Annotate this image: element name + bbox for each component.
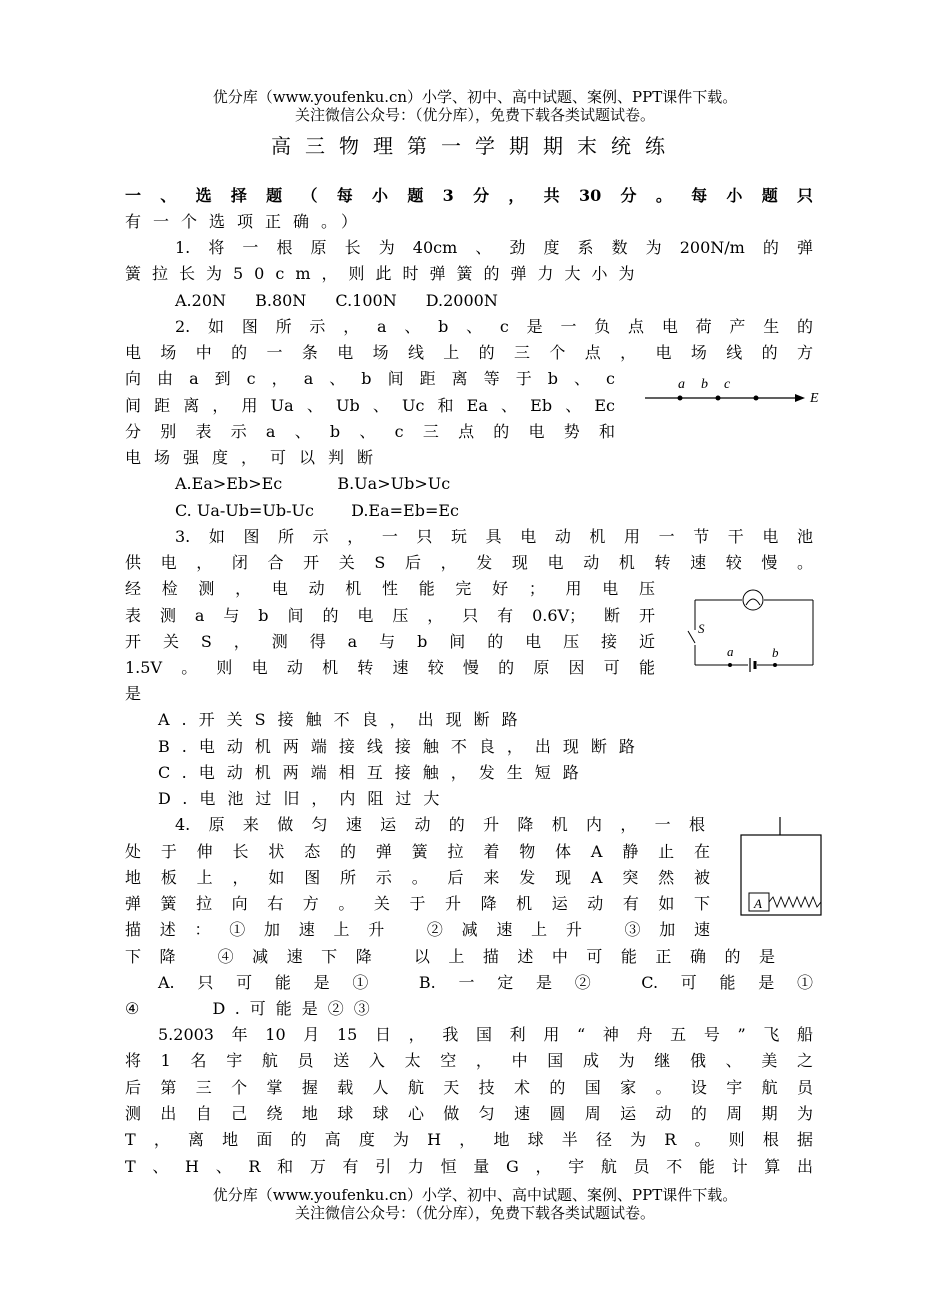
footer-line-1: 优分库（www.youfenku.cn）小学、初中、高中试题、案例、PPT课件下载。 [212, 1186, 738, 1204]
q4-options-row-1 [158, 970, 813, 996]
motor-icon [743, 590, 763, 610]
q3-line-5: 开关S，测得a与b间的电压接近 [125, 632, 655, 651]
q5-line-5: T，离地面的高度为H，地球半径为R。则根据 [125, 1130, 813, 1149]
q2-option-b[interactable]: B.Ua>Ub>Uc [337, 474, 451, 493]
q4-option-c-cont: ④ [125, 999, 140, 1018]
q5-line-2: 将1名宇航员送入太空，中国成为继俄、美之 [125, 1051, 813, 1070]
q4-option-c[interactable]: C.可能是① [641, 973, 813, 992]
point-a [678, 396, 683, 401]
terminal-b-label: b [772, 645, 779, 660]
section-heading-line-1: 一、选择题（每小题3分，共30分。每小题只 [125, 186, 813, 205]
q3-option-d[interactable]: D.电池过旧，内阻过大 [158, 789, 452, 808]
q2-option-a[interactable]: A.Ea>Eb>Ec [175, 474, 283, 493]
q2-line-6: 电场强度，可以判断 [125, 448, 387, 467]
q4-line-5: 描述：①加速上升 ②减速上升 ③加速 [125, 920, 710, 939]
q2-line-1: 2.如图所示，a、b、c是一负点电荷产生的 [175, 317, 813, 336]
q4-line-6: 下降 ④减速下降 以上描述中可能正确的是 [125, 947, 775, 966]
q2-option-d[interactable]: D.Ea=Eb=Ec [351, 501, 460, 520]
q3-line-1: 3.如图所示，一只玩具电动机用一节干电池 [175, 527, 813, 546]
figure-label-e: E [810, 391, 819, 406]
q1-option-a[interactable]: A.20N [175, 291, 226, 310]
q2-line-5: 分别表示a、b、c三点的电势和 [125, 422, 615, 441]
field-arrow-icon [795, 394, 805, 402]
q2-line-4: 间距离，用Ua、Ub、Uc和Ea、Eb、Ec [125, 396, 615, 415]
q1-option-d[interactable]: D.2000N [425, 291, 498, 310]
terminal-a-label: a [727, 644, 734, 659]
q3-line-6: 1.5V。则电动机转速较慢的原因可能 [125, 658, 655, 677]
q1-line-1: 1.将一根原长为40cm、劲度系数为200N/m的弹 [175, 238, 813, 257]
q3-option-c[interactable]: C.电动机两端相互接触，发生短路 [158, 763, 591, 782]
section-heading-line-2: 有一个选项正确。） [125, 212, 370, 231]
q3-line-7: 是 [125, 684, 142, 703]
q1-options [175, 288, 863, 314]
header-line-2: 关注微信公众号：（优分库），免费下载各类试题试卷。 [294, 106, 655, 124]
figure-label-c: c [724, 377, 731, 392]
motor-circuit-figure [680, 585, 825, 680]
q5-line-1: 5.2003年10月15日，我国利用“神舟五号”飞船 [158, 1025, 813, 1044]
q4-option-b[interactable]: B.一定是② [418, 973, 614, 992]
spring-icon [769, 897, 821, 907]
header-line-1: 优分库（www.youfenku.cn）小学、初中、高中试题、案例、PPT课件下载。 [212, 88, 738, 106]
q2-line-2: 电场中的一条电场线上的三个点，电场线的方 [125, 343, 813, 362]
q3-option-b[interactable]: B.电动机两端接线接触不良，出现断路 [158, 737, 647, 756]
q4-line-1: 4.原来做匀速运动的升降机内，一根 [175, 815, 705, 834]
block-a-label: A [754, 896, 762, 911]
q1-line-2: 簧拉长为50cm，则此时弹簧的弹力大小为 [125, 264, 646, 283]
q4-line-2: 处于伸长状态的弹簧拉着物体A静止在 [125, 842, 710, 861]
q4-line-3: 地板上，如图所示。后来发现A突然被 [125, 868, 710, 887]
q2-options-row-1 [175, 471, 863, 497]
q2-line-3: 向由a到c，a、b间距离等于b、c [125, 369, 615, 388]
q5-line-6: T、H、R和万有引力恒量G，宇航员不能计算出 [125, 1157, 813, 1176]
footer-line-2: 关注微信公众号：（优分库），免费下载各类试题试卷。 [294, 1204, 655, 1222]
q2-options-row-2 [175, 498, 863, 524]
point-c [754, 396, 759, 401]
q3-line-3: 经检测，电动机性能完好；用电压 [125, 579, 655, 598]
q3-line-2: 供电，闭合开关S后，发现电动机转速较慢。 [125, 553, 813, 572]
q3-option-a[interactable]: A.开关S接触不良，出现断路 [158, 710, 530, 729]
elevator-spring-figure [735, 815, 830, 920]
figure-label-a: a [678, 377, 685, 392]
q4-line-4: 弹簧拉向右方。关于升降机运动有如下 [125, 894, 710, 913]
page-title: 高三物理第一学期期末统练 [271, 134, 679, 158]
electric-field-line-figure [640, 370, 830, 410]
point-b [716, 396, 721, 401]
q2-option-c[interactable]: C. Ua-Ub=Ub-Uc [175, 501, 314, 520]
q4-option-d[interactable]: D.可能是②③ [212, 999, 380, 1018]
switch-label: S [698, 621, 705, 636]
figure-label-b: b [701, 377, 708, 392]
q1-option-c[interactable]: C.100N [335, 291, 397, 310]
switch-icon [688, 631, 695, 643]
q5-line-3: 后第三个掌握载人航天技术的国家。设宇航员 [125, 1078, 813, 1097]
q1-option-b[interactable]: B.80N [255, 291, 307, 310]
q5-line-4: 测出自己绕地球球心做匀速圆周运动的周期为 [125, 1104, 813, 1123]
q3-line-4: 表测a与b间的电压，只有0.6V；断开 [125, 606, 655, 625]
q4-options-row-2 [125, 996, 813, 1022]
q4-option-a[interactable]: A.只可能是① [158, 973, 392, 992]
